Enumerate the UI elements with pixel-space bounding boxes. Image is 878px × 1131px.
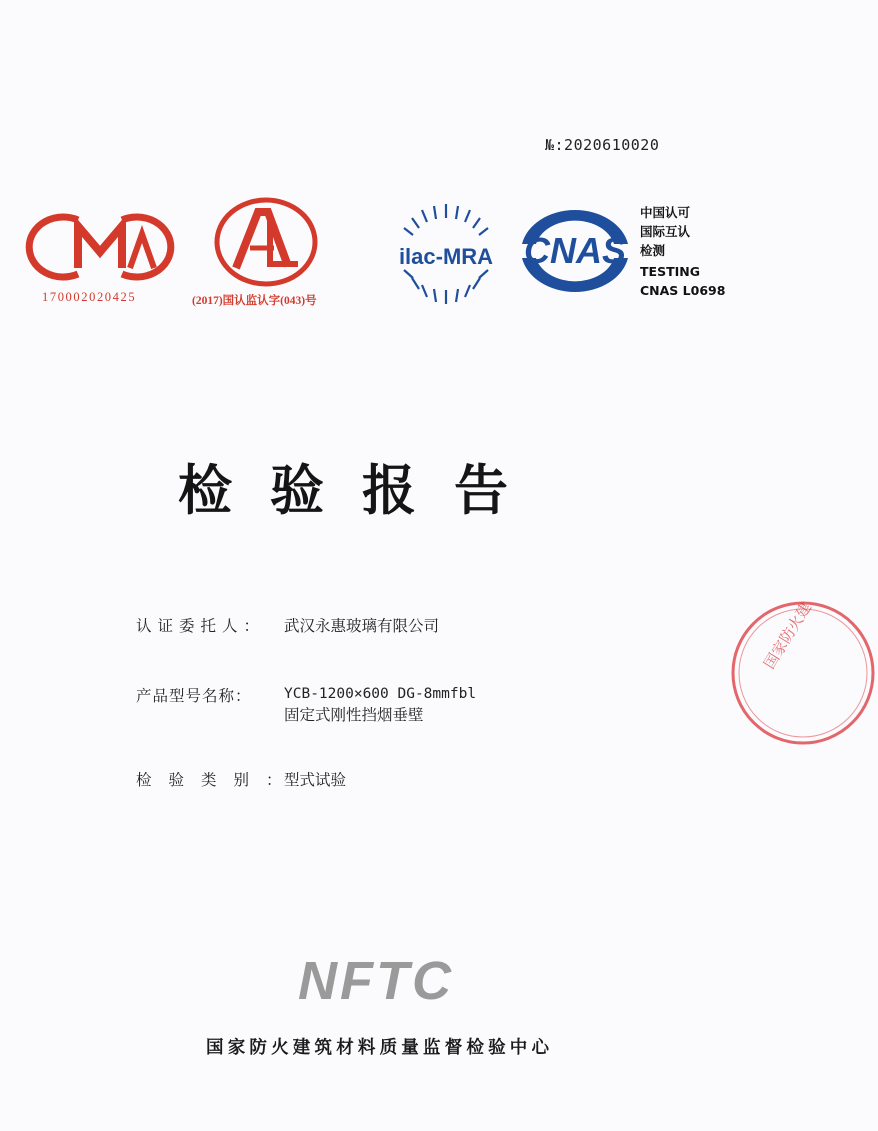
cnas-line-3: 检测 <box>640 243 666 258</box>
field-client-value: 武汉永惠玻璃有限公司 <box>284 617 440 635</box>
report-number: №:2020610020 <box>545 136 660 154</box>
field-test-type <box>136 768 346 790</box>
cnas-line-1: 中国认可 <box>640 205 691 220</box>
report-title: 检验报告 <box>178 459 546 522</box>
cma-logo <box>38 212 162 286</box>
ilac-mra-logo-icon <box>388 198 504 310</box>
ilac-mra-text: ilac-MRA <box>398 244 494 269</box>
field-client-label: 认证委托人： <box>136 617 266 635</box>
cal-logo-icon <box>212 196 320 288</box>
cnas-line-5: CNAS L0698 <box>640 283 726 298</box>
field-product-name: 固定式刚性挡烟垂壁 <box>284 706 424 724</box>
cnas-logo-icon <box>512 200 638 300</box>
cnas-line-4: TESTING <box>640 264 700 279</box>
ilac-mra-logo <box>388 198 504 314</box>
cal-number: (2017)国认监认字(043)号 <box>192 295 317 307</box>
red-seal-stamp-icon <box>728 598 878 748</box>
field-client <box>136 614 439 636</box>
field-test-type-value: 型式试验 <box>284 771 347 789</box>
nftc-logo: NFTC <box>298 951 454 1011</box>
field-test-type-label: 检验类别： <box>136 771 299 789</box>
cnas-logo <box>512 200 638 304</box>
issuing-center-name: 国家防火建筑材料质量监督检验中心 <box>206 1038 554 1058</box>
stamp-text: 国家防火建 <box>760 598 816 673</box>
field-product-model: YCB-1200×600 DG-8mmfbl <box>284 686 477 702</box>
cma-number: 170002020425 <box>42 290 137 304</box>
cnas-line-2: 国际互认 <box>640 224 691 239</box>
cal-logo <box>212 196 320 292</box>
red-seal-stamp <box>728 598 816 748</box>
field-product-label: 产品型号名称： <box>136 687 252 705</box>
field-product <box>136 684 476 728</box>
cnas-text: CNAS <box>523 230 627 271</box>
field-product-value <box>284 684 476 728</box>
cma-logo-icon <box>38 212 162 282</box>
